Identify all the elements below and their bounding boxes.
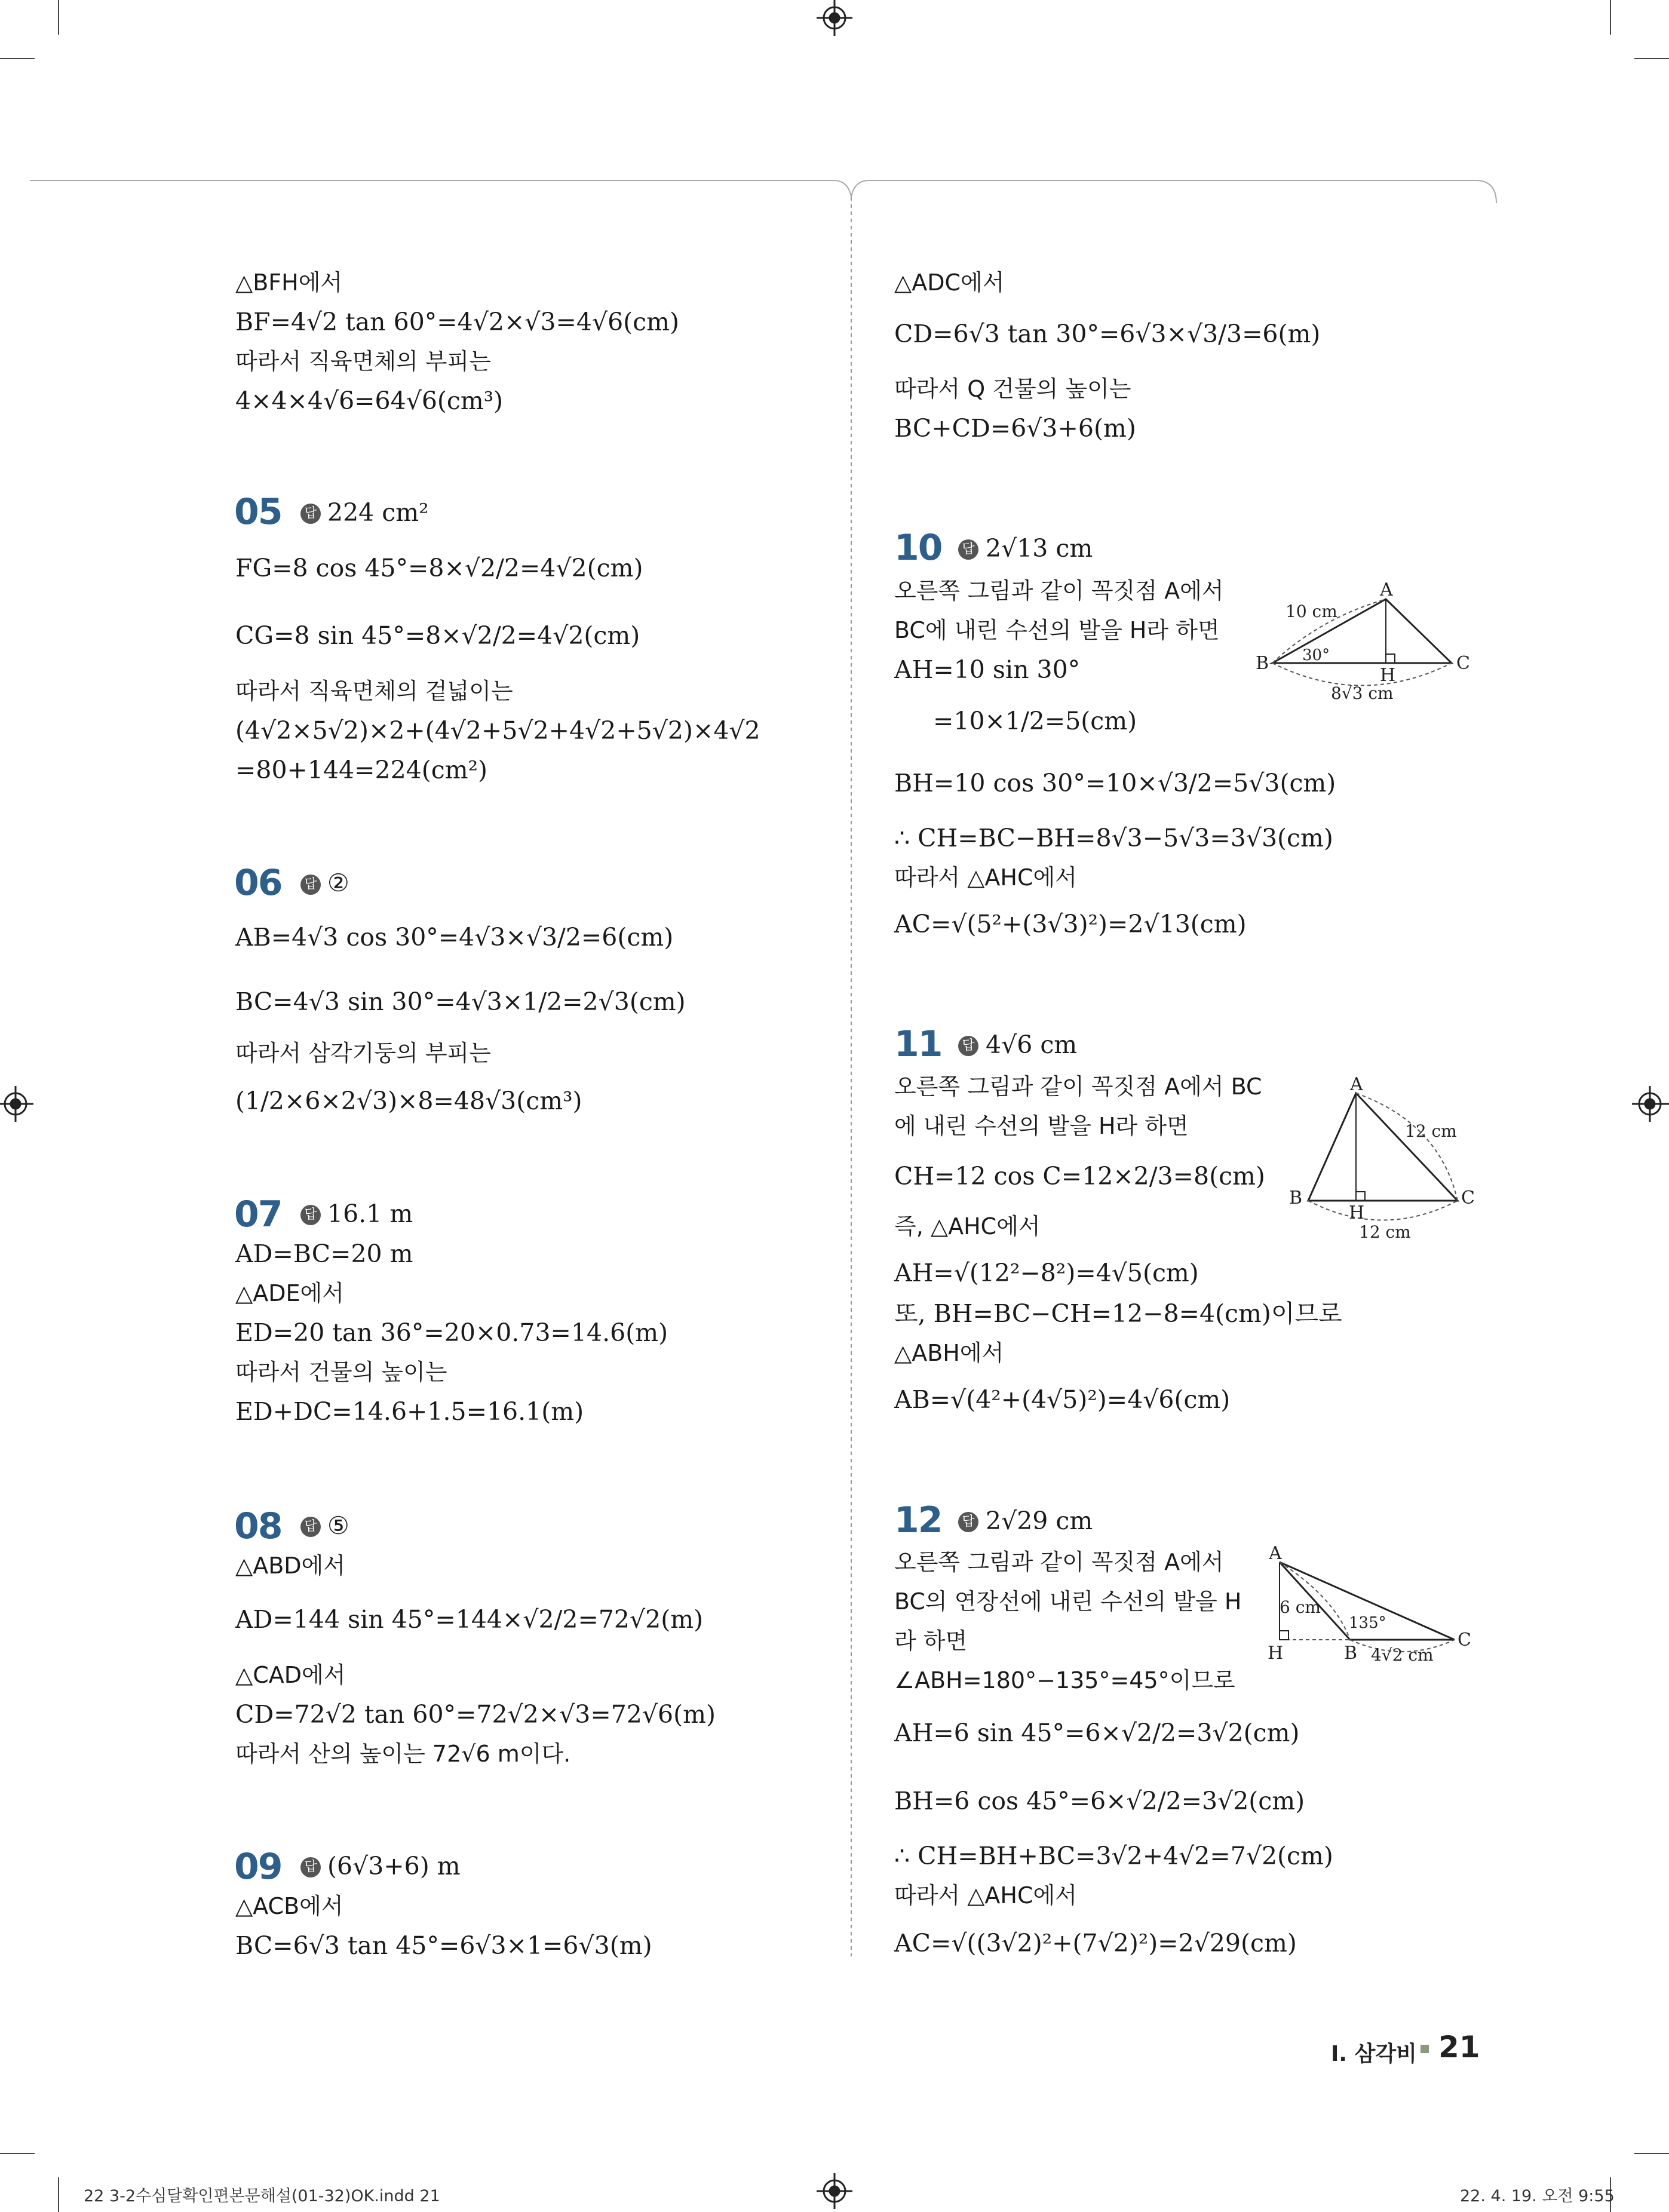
problem-number-11: 11 (894, 1023, 942, 1065)
answer-07: 16.1 m (327, 1199, 413, 1228)
b06-line-4: (1/2×6×2√3)×8=48√3(cm³) (235, 1087, 582, 1115)
answer-11: 4√6 cm (986, 1030, 1078, 1059)
b09-line-1: △ACB에서 (235, 1893, 343, 1919)
b07-line-5: ED+DC=14.6+1.5=16.1(m) (235, 1397, 584, 1426)
b10-line-7: 따라서 △AHC에서 (894, 864, 1077, 891)
fig10-label-H: H (1380, 665, 1396, 686)
fig11-label-B: B (1289, 1188, 1303, 1208)
b08-line-2: AD=144 sin 45°=144×√2/2=72√2(m) (235, 1605, 704, 1634)
fig12-label-H: H (1268, 1643, 1284, 1664)
answer-badge: 답 (300, 504, 321, 524)
b11-line-6: 또, BH=BC−CH=12−8=4(cm)이므로 (894, 1299, 1342, 1328)
answer-badge: 답 (958, 539, 978, 560)
problem-number-08: 08 (234, 1505, 282, 1547)
b10-line-5: BH=10 cos 30°=10×√3/2=5√3(cm) (894, 769, 1336, 797)
fig12-label-A: A (1269, 1544, 1282, 1564)
b06-line-2: BC=4√3 sin 30°=4√3×1/2=2√3(cm) (235, 987, 686, 1016)
b08-line-5: 따라서 산의 높이는 72√6 m이다. (235, 1741, 571, 1767)
b04-line-4: 4×4×4√6=64√6(cm³) (235, 386, 504, 415)
registration-mark-top (817, 0, 852, 36)
b10-line-8: AC=√(5²+(3√3)²)=2√13(cm) (894, 910, 1247, 938)
b05-line-1: FG=8 cos 45°=8×√2/2=4√2(cm) (235, 554, 643, 582)
fig12-angle: 135° (1349, 1614, 1386, 1632)
b04-line-2: BF=4√2 tan 60°=4√2×√3=4√6(cm) (235, 308, 679, 336)
answer-10: 2√13 cm (986, 534, 1093, 563)
b11-line-1: 오른쪽 그림과 같이 꼭짓점 A에서 BC (894, 1073, 1262, 1100)
answer-09: (6√3+6) m (327, 1852, 461, 1880)
b11-line-4: 즉, △AHC에서 (894, 1213, 1041, 1240)
fig10-label-C: C (1456, 653, 1470, 674)
fig11-label-A: A (1350, 1074, 1363, 1095)
page-number: 21 (1438, 2030, 1480, 2064)
b10-line-2: BC에 내린 수선의 발을 H라 하면 (894, 617, 1220, 643)
b10-line-3: AH=10 sin 30° (894, 655, 1081, 684)
b09c-line-4: BC+CD=6√3+6(m) (894, 414, 1136, 443)
b04-line-3: 따라서 직육면체의 부피는 (235, 348, 491, 375)
b08-line-4: CD=72√2 tan 60°=72√2×√3=72√6(m) (235, 1700, 716, 1729)
fig10-label-A: A (1380, 579, 1393, 600)
chapter-separator (1421, 2045, 1429, 2053)
fig10-side: 10 cm (1286, 602, 1337, 621)
b05-line-4: (4√2×5√2)×2+(4√2+5√2+4√2+5√2)×4√2 (235, 716, 760, 745)
b12-line-4: ∠ABH=180°−135°=45°이므로 (894, 1667, 1235, 1693)
registration-mark-bottom (817, 2173, 852, 2209)
fig12-label-B: B (1344, 1643, 1358, 1664)
b04-line-1: △BFH에서 (235, 269, 343, 296)
problem-number-09: 09 (234, 1846, 282, 1888)
b12-line-3: 라 하면 (894, 1628, 968, 1654)
answer-badge: 답 (300, 1205, 321, 1225)
figure-11-triangle (1284, 1069, 1487, 1248)
problem-number-10: 10 (894, 527, 942, 569)
problem-number-06: 06 (234, 862, 282, 904)
fig12-base: 4√2 cm (1371, 1645, 1434, 1665)
answer-08: ⑤ (327, 1511, 349, 1540)
b11-line-7: △ABH에서 (894, 1340, 1004, 1366)
b09c-line-3: 따라서 Q 건물의 높이는 (894, 376, 1131, 402)
problem-number-07: 07 (234, 1194, 282, 1235)
b10-line-6: ∴ CH=BC−BH=8√3−5√3=3√3(cm) (894, 824, 1333, 852)
b09c-line-1: △ADC에서 (894, 269, 1005, 296)
file-name: 22 3-2수심달확인편본문해설(01-32)OK.indd 21 (84, 2187, 440, 2205)
answer-badge: 답 (958, 1036, 978, 1056)
answer-badge: 답 (300, 1857, 321, 1877)
fig12-label-C: C (1458, 1630, 1471, 1650)
figure-12-triangle (1260, 1544, 1487, 1673)
b05-line-3: 따라서 직육면체의 겉넓이는 (235, 678, 513, 704)
b05-line-5: =80+144=224(cm²) (235, 756, 488, 784)
fig11-base: 12 cm (1359, 1222, 1411, 1242)
figure-10-triangle (1248, 570, 1475, 714)
b09c-line-2: CD=6√3 tan 30°=6√3×√3/3=6(m) (894, 320, 1321, 348)
b05-line-2: CG=8 sin 45°=8×√2/2=4√2(cm) (235, 621, 640, 650)
b07-line-4: 따라서 건물의 높이는 (235, 1359, 447, 1385)
chapter-label: Ⅰ. 삼각비 (1331, 2042, 1417, 2066)
b08-line-1: △ABD에서 (235, 1553, 345, 1579)
b06-line-1: AB=4√3 cos 30°=4√3×√3/2=6(cm) (235, 923, 674, 952)
b09-line-2: BC=6√3 tan 45°=6√3×1=6√3(m) (235, 1931, 652, 1960)
problem-number-12: 12 (894, 1499, 942, 1541)
b12-line-2: BC의 연장선에 내린 수선의 발을 H (894, 1588, 1242, 1615)
fig10-base: 8√3 cm (1331, 683, 1394, 703)
b11-line-2: 에 내린 수선의 발을 H라 하면 (894, 1113, 1189, 1139)
b08-line-3: △CAD에서 (235, 1662, 346, 1688)
answer-badge: 답 (958, 1512, 978, 1532)
b10-line-4: =10×1/2=5(cm) (933, 707, 1137, 735)
b12-line-8: 따라서 △AHC에서 (894, 1882, 1077, 1909)
b12-line-1: 오른쪽 그림과 같이 꼭짓점 A에서 (894, 1549, 1224, 1575)
b12-line-7: ∴ CH=BH+BC=3√2+4√2=7√2(cm) (894, 1842, 1333, 1870)
fig11-label-C: C (1461, 1188, 1475, 1208)
b07-line-1: AD=BC=20 m (235, 1240, 413, 1268)
answer-badge: 답 (300, 875, 321, 895)
fig10-label-B: B (1256, 653, 1269, 674)
b12-line-5: AH=6 sin 45°=6×√2/2=3√2(cm) (894, 1719, 1300, 1747)
b12-line-6: BH=6 cos 45°=6×√2/2=3√2(cm) (894, 1787, 1305, 1815)
fig11-label-H: H (1349, 1202, 1365, 1223)
b07-line-3: ED=20 tan 36°=20×0.73=14.6(m) (235, 1318, 668, 1347)
b11-line-8: AB=√(4²+(4√5)²)=4√6(cm) (894, 1385, 1231, 1414)
registration-mark-right (1632, 1086, 1669, 1122)
answer-06: ② (327, 869, 349, 897)
print-date: 22. 4. 19. 오전 9:55 (1460, 2187, 1615, 2205)
problem-number-05: 05 (234, 491, 282, 533)
fig12-side: 6 cm (1280, 1597, 1321, 1617)
answer-05: 224 cm² (327, 498, 429, 527)
b06-line-3: 따라서 삼각기둥의 부피는 (235, 1040, 491, 1066)
b07-line-2: △ADE에서 (235, 1280, 344, 1306)
b12-line-9: AC=√((3√2)²+(7√2)²)=2√29(cm) (894, 1929, 1297, 1958)
b11-line-3: CH=12 cos C=12×2/3=8(cm) (894, 1162, 1265, 1191)
fig10-angle: 30° (1302, 646, 1330, 664)
registration-mark-left (0, 1086, 33, 1122)
b10-line-1: 오른쪽 그림과 같이 꼭짓점 A에서 (894, 578, 1224, 604)
fig11-side: 12 cm (1405, 1121, 1457, 1141)
b11-line-5: AH=√(12²−8²)=4√5(cm) (894, 1259, 1199, 1287)
answer-12: 2√29 cm (986, 1507, 1093, 1535)
top-frame (30, 180, 1496, 203)
answer-badge: 답 (300, 1517, 321, 1537)
